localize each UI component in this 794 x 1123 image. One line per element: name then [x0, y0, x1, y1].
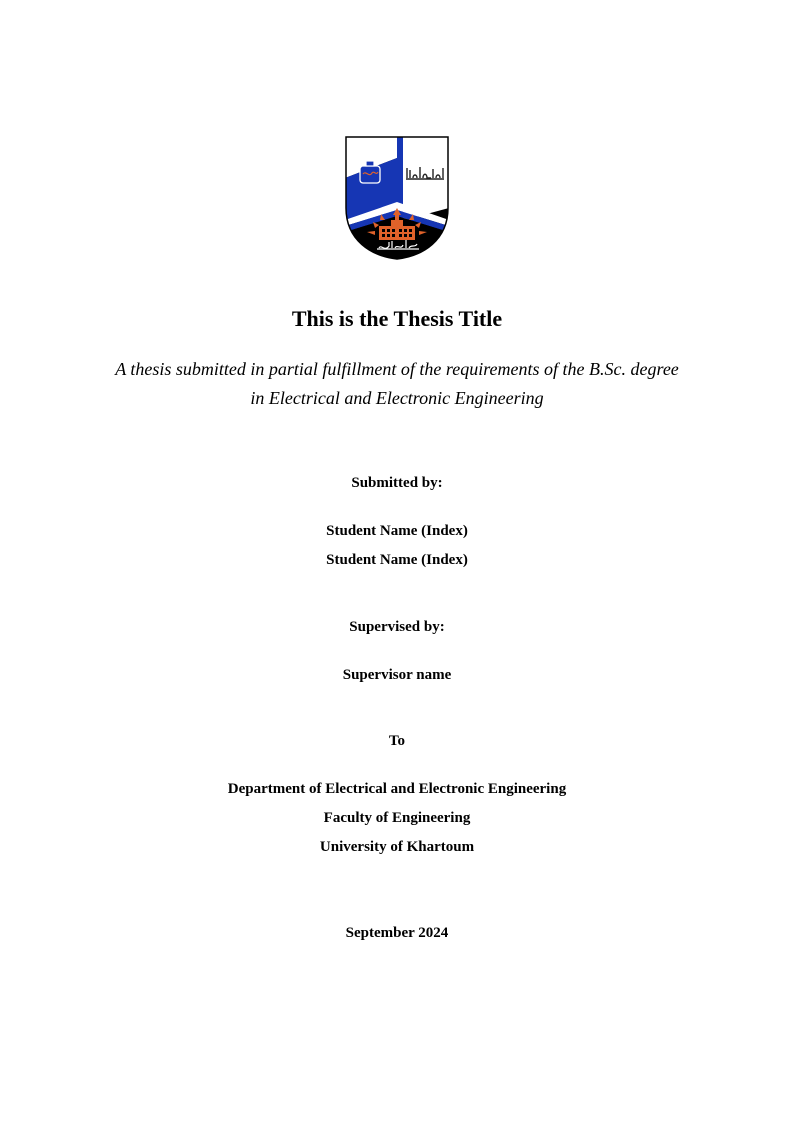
to-label: To: [388, 733, 406, 749]
department-name: Department of Electrical and Electronic Engineering: [227, 781, 567, 797]
submission-date: September 2024: [345, 925, 449, 941]
university-name: University of Khartoum: [319, 839, 475, 855]
student-name-1: Student Name (Index): [326, 523, 468, 539]
thesis-title: This is the Thesis Title: [291, 306, 503, 331]
subtitle-line-2: in Electrical and Electronic Engineering: [250, 388, 544, 408]
student-name-2: Student Name (Index): [326, 552, 468, 568]
subtitle-line-1: A thesis submitted in partial fulfillment of the requirements of the B.Sc. degree: [115, 359, 679, 379]
university-crest-logo: [345, 136, 449, 260]
submitted-by-label: Submitted by:: [351, 475, 443, 491]
faculty-name: Faculty of Engineering: [323, 810, 471, 826]
supervisor-name: Supervisor name: [342, 667, 452, 683]
thesis-subtitle: [0, 355, 794, 413]
supervised-by-label: Supervised by:: [349, 619, 445, 635]
